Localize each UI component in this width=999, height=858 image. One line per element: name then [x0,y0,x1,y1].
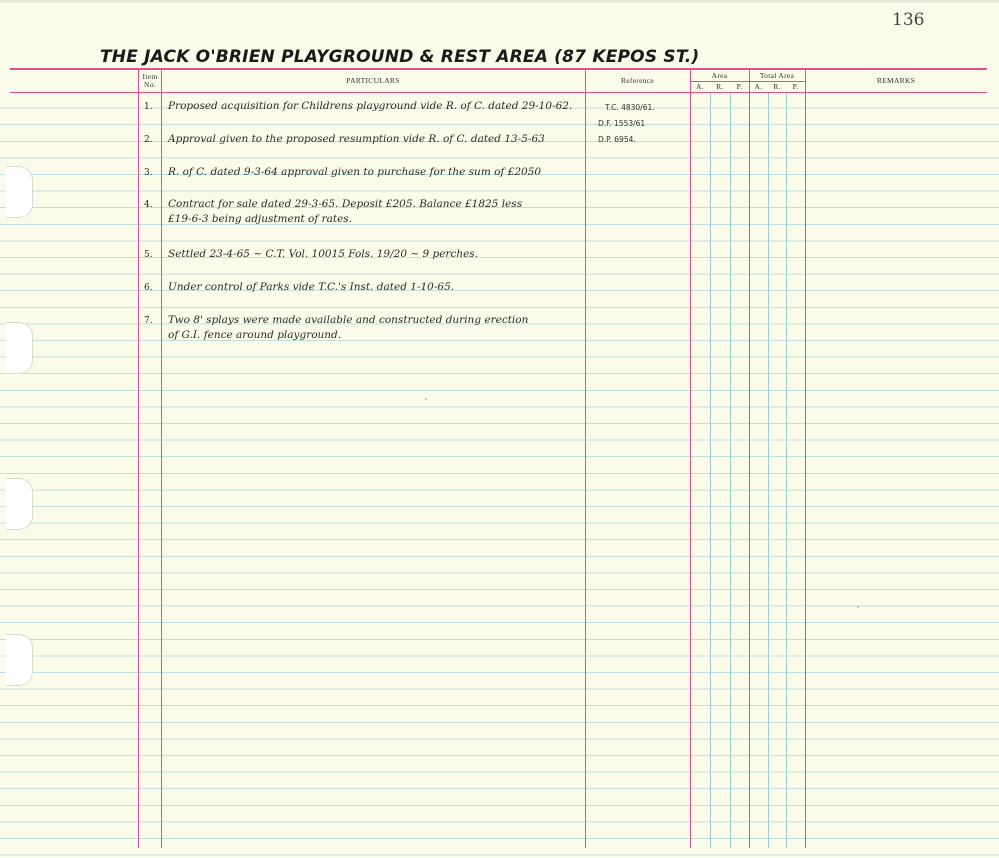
entry-7 [144,314,528,341]
rule-particulars-left [161,68,162,848]
rule-remarks-left [805,68,806,848]
col-total-a: A. [754,82,763,91]
reference-df: D.F. 1553/61 [598,119,646,128]
rule-area-r [710,93,711,848]
entry-6 [144,281,454,293]
binder-hole [6,322,33,374]
entry-text: Settled 23-4-65 ~ C.T. Vol. 10015 Fols. 19/20 ~ 9 perches. [168,248,479,260]
col-item-heading: Item No. [142,72,158,89]
rule-total-r [768,93,769,848]
entry-5 [144,248,478,260]
paper-speck [425,398,427,400]
entry-number: 4. [144,200,153,210]
col-total-r: R. [773,82,781,91]
entry-number: 7. [144,316,153,326]
col-particulars-heading: PARTICULARS [346,76,400,85]
rule-reference-left [585,68,586,848]
col-area-a: A. [696,82,704,91]
rule-total-left [749,68,750,848]
entry-number: 3. [144,168,153,178]
rule-item-left [138,68,139,848]
entry-1 [144,100,572,112]
col-reference-heading: Reference [620,76,655,85]
entry-4 [144,198,522,225]
col-area-p: P. [736,82,743,91]
entry-3 [144,166,541,178]
header-top-rule [10,68,987,70]
col-total-area-heading: Total Area [759,71,795,80]
entry-text: Contract for sale dated 29-3-65. Deposit £205. Balance £1825 less [168,198,523,210]
binder-hole [6,166,33,218]
entry-text: Proposed acquisition for Childrens playground vide R. of C. dated 29-10-62. [168,100,573,112]
top-strip [0,0,999,3]
entry-number: 2. [144,135,153,145]
entry-text-continued: of G.I. fence around playground. [168,329,342,341]
binder-hole [6,478,33,530]
col-remarks-heading: REMARKS [876,76,916,85]
entry-number: 1. [144,102,153,112]
rule-area-left [690,68,691,848]
entry-number: 5. [144,250,153,260]
col-area-heading: Area [711,71,728,80]
col-total-p: P. [792,82,799,91]
entry-2 [144,133,545,145]
col-area-r: R. [716,82,724,91]
entry-text-continued: £19-6-3 being adjustment of rates. [168,213,353,225]
rule-area-p [730,93,731,848]
entry-text: Under control of Parks vide T.C.'s Inst. dated 1-10-65. [168,281,455,293]
entry-text: R. of C. dated 9-3-64 approval given to purchase for the sum of £2050 [168,166,542,178]
entry-text: Two 8' splays were made available and constructed during erection [168,314,529,326]
header-bottom-rule [10,92,987,93]
entry-text: Approval given to the proposed resumption vide R. of C. dated 13-5-63 [168,133,545,145]
reference-dp: D.P. 6954. [598,135,636,144]
entry-number: 6. [144,283,153,293]
paper-speck [857,606,859,608]
rule-total-p [786,93,787,848]
binder-hole [6,634,33,686]
page-number: 136 [892,10,925,30]
reference-tc: T.C. 4830/61. [605,103,655,112]
page-title: THE JACK O'BRIEN PLAYGROUND & REST AREA (87 KEPOS ST.) [100,47,700,67]
